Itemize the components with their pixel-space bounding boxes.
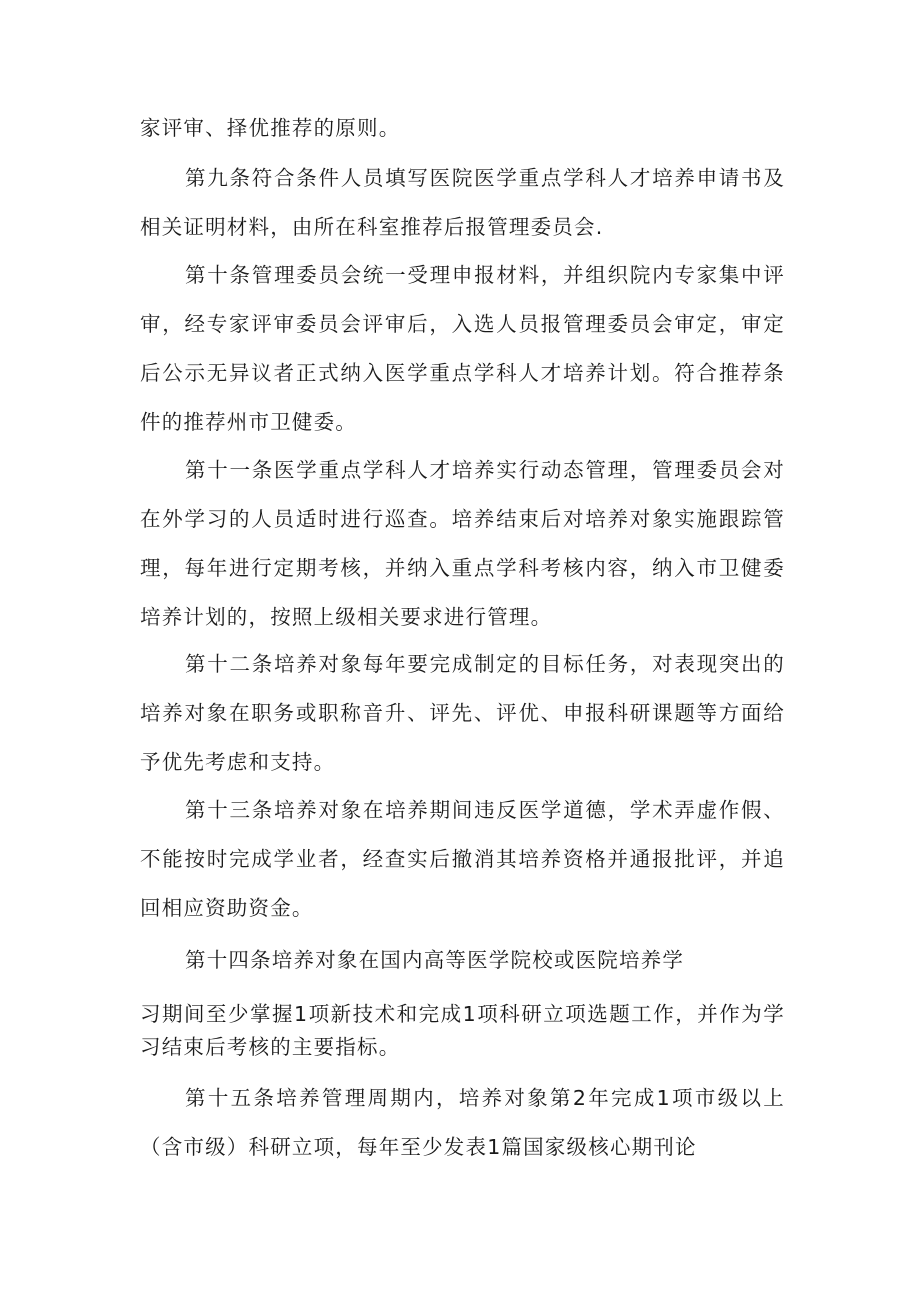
paragraph-continuation: 家评审、择优推荐的原则。 — [140, 116, 401, 140]
article-14-continuation: 习期间至少掌握1项新技术和完成1项科研立项选题工作，并作为学习结束后考核的主要指标。 — [140, 1002, 785, 1059]
article-9: 第九条符合条件人员填写医院医学重点学科人才培养申请书及相关证明材料，由所在科室推荐后报管理委员会. — [140, 166, 785, 239]
article-10: 第十条管理委员会统一受理申报材料，并组织院内专家集中评审，经专家评审委员会评审后，入选人员报管理委员会审定，审定后公示无异议者正式纳入医学重点学科人才培养计划。符合推荐条件的推荐州市卫健委。 — [140, 263, 785, 434]
article-14-first-line: 第十四条培养对象在国内高等医学院校或医院培养学 — [185, 948, 685, 972]
article-12: 第十二条培养对象每年要完成制定的目标任务，对表现突出的培养对象在职务或职称音升、评先、评优、申报科研课题等方面给予优先考虑和支持。 — [140, 652, 785, 774]
article-15: 第十五条培养管理周期内，培养对象第2年完成1项市级以上（含市级）科研立项，每年至少发表1篇国家级核心期刊论 — [140, 1086, 785, 1159]
article-11: 第十一条医学重点学科人才培养实行动态管理，管理委员会对在外学习的人员适时进行巡查。培养结束后对培养对象实施跟踪管理，每年进行定期考核，并纳入重点学科考核内容，纳入市卫健委培养计划的，按照上级相关要求进行管理。 — [140, 458, 785, 629]
article-13: 第十三条培养对象在培养期间违反医学道德，学术弄虚作假、不能按时完成学业者，经查实后撤消其培养资格并通报批评，并追回相应资助资金。 — [140, 798, 785, 920]
